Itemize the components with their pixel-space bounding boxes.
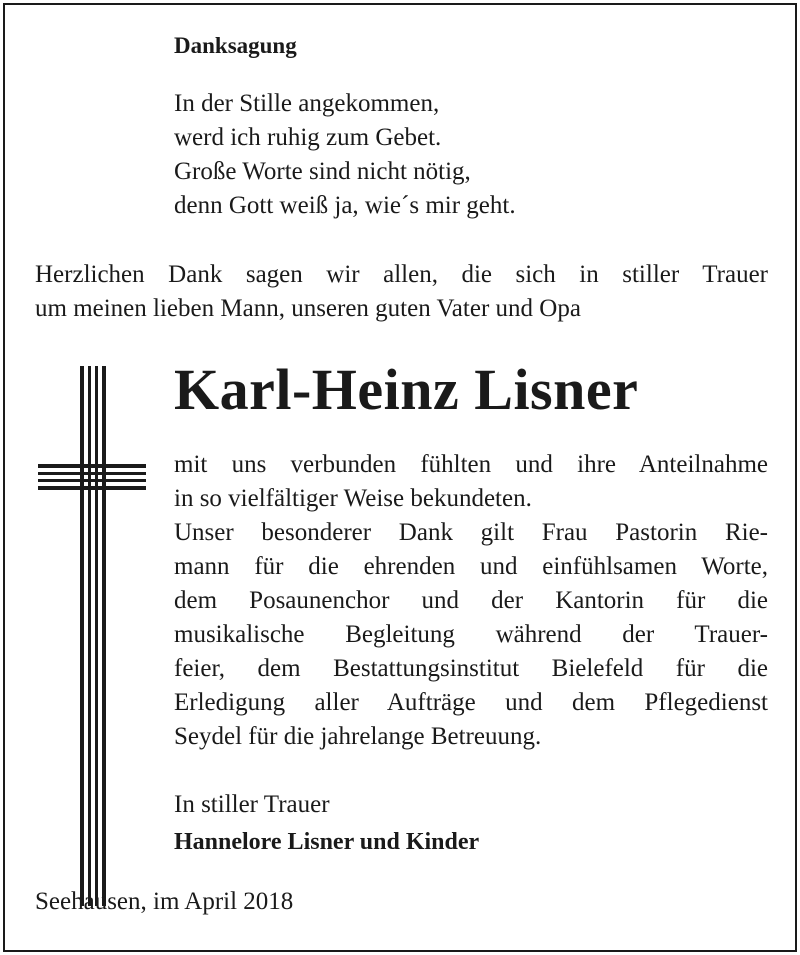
- intro-paragraph: [35, 258, 768, 326]
- body-line: Unser besonderer Dank gilt Frau Pastorin Rie-: [174, 519, 768, 546]
- notice-heading: Danksagung: [174, 33, 297, 58]
- intro-line: um meinen lieben Mann, unseren guten Vater und Opa: [35, 295, 581, 322]
- body-line: dem Posaunenchor und der Kantorin für die: [174, 587, 768, 614]
- deceased-name: Karl-Heinz Lisner: [174, 357, 639, 422]
- cross-icon: [38, 366, 146, 906]
- thanks-paragraph: [174, 448, 768, 754]
- place-and-date: Seehausen, im April 2018: [35, 888, 294, 915]
- poem-line: In der Stille angekommen,: [174, 90, 440, 117]
- intro-line: Herzlichen Dank sagen wir allen, die sich in stiller Trauer: [35, 261, 768, 288]
- closing-phrase: In stiller Trauer: [174, 791, 330, 818]
- body-line: in so vielfältiger Weise bekundeten.: [174, 485, 532, 512]
- poem-line: denn Gott weiß ja, wie´s mir geht.: [174, 192, 516, 219]
- poem-line: werd ich ruhig zum Gebet.: [174, 124, 442, 151]
- body-line: Seydel für die jahrelange Betreuung.: [174, 723, 542, 750]
- body-line: mit uns verbunden fühlten und ihre Anteilnahme: [174, 451, 768, 478]
- body-line: mann für die ehrenden und einfühlsamen Worte,: [174, 553, 768, 580]
- body-line: feier, dem Bestattungsinstitut Bielefeld für die: [174, 655, 768, 682]
- poem-line: Große Worte sind nicht nötig,: [174, 158, 471, 185]
- poem: [174, 87, 516, 223]
- body-line: musikalische Begleitung während der Trauer-: [174, 621, 768, 648]
- body-line: Erledigung aller Aufträge und dem Pflegedienst: [174, 689, 768, 716]
- signature: Hannelore Lisner und Kinder: [174, 829, 480, 855]
